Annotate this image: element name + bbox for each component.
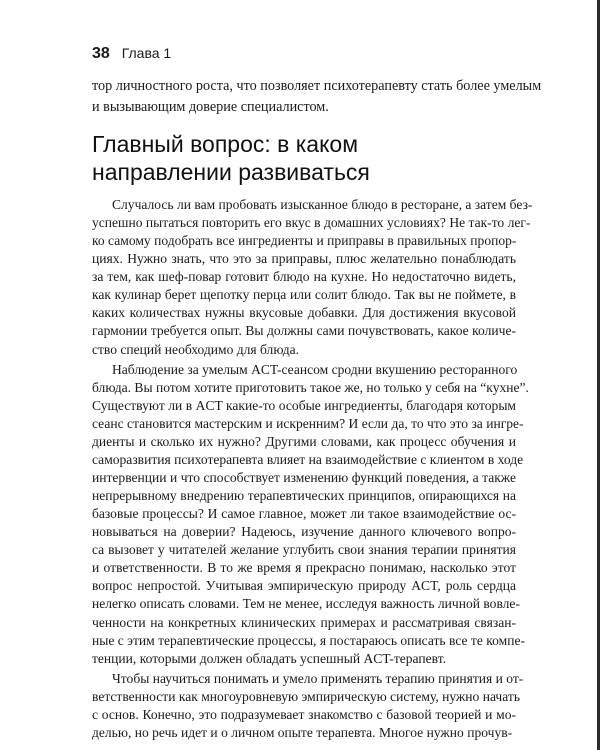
text-line: блюда. Вы потом хотите приготовить такое же, но только у себя на “кухне”. <box>92 380 529 395</box>
text-line: за тем, как шеф-повар готовит блюдо на кухне. Но недостаточно видеть, <box>92 269 516 284</box>
text-line: с основ. Конечно, это подразумевает знакомство с базовой теорией и мо- <box>92 707 516 722</box>
text-line: ченности на конкретных клинических примерах и рассматривая связан- <box>92 615 516 630</box>
text-line: саморазвития психотерапевта влияет на взаимодействие с клиентом в ходе <box>92 452 524 467</box>
text-line: делью, но речь идет и о личном опыте терапевта. Многое нужно прочув- <box>92 725 513 740</box>
text-line: Существуют ли в ACT какие-то особые ингредиенты, благодаря которым <box>92 398 516 413</box>
text-line: новываться на доверии? Надеюсь, изучение данного ключевого вопро- <box>92 524 516 539</box>
chapter-title: Глава 1 <box>121 45 172 61</box>
text-line: нелегко описать словами. Тем не менее, исследуя важность личной вовле- <box>92 596 520 611</box>
text-line: и ответственности. В то же время я прекрасно понимаю, насколько этот <box>92 560 516 575</box>
text-line: сеанс становится мастерским и искренним? И если да, то что это за ингре- <box>92 416 524 431</box>
text-line: и вызывающим доверие специалистом. <box>92 99 329 115</box>
text-line: ветственности как многоуровневую эмпирическую систему, нужно начать <box>92 689 520 704</box>
text-line: са вызовет у читателей желание углубить свои знания терапии принятия <box>92 542 516 557</box>
text-line: каких количествах нужны вкусовые добавки. Для достижения вкусовой <box>92 305 516 320</box>
text-line: как кулинар берет щепотку перца или солит блюдо. Так вы не поймете, в <box>92 287 516 302</box>
text-line: тенции, которыми должен обладать успешный ACT-терапевт. <box>92 651 446 666</box>
text-line: Наблюдение за умелым ACT-сеансом сродни вкушению ресторанного <box>112 362 518 377</box>
text-line: ко самому подобрать все ингредиенты и приправы в правильных пропор- <box>92 233 517 248</box>
text-line: ные с этим терапевтические процессы, я постараюсь описать все те компе- <box>92 633 525 648</box>
section-heading-line: направлении развиваться <box>92 159 370 185</box>
text-line: гармонии требуется опыт. Вы должны сами почувствовать, какое количе- <box>92 323 516 338</box>
text-line: Чтобы научиться понимать и умело применять терапию принятия и от- <box>112 671 524 686</box>
text-line: успешно пытаться повторить его вкус в домашних условиях? Не так-то лег- <box>92 215 531 230</box>
text-line: диенты и сколько их нужно? Другими словами, как процесс обучения и <box>92 434 516 449</box>
text-line: ство специй необходимо для блюда. <box>92 342 300 357</box>
page-number: 38 <box>92 45 110 62</box>
text-line: базовые процессы? И самое главное, может ли такое взаимодействие ос- <box>92 506 516 521</box>
section-heading-line: Главный вопрос: в каком <box>92 131 359 157</box>
text-line: интервенции и что способствует изменению функций поведения, а также <box>92 470 516 485</box>
text-line: непрерывному внедрению терапевтических принципов, опирающихся на <box>92 488 516 503</box>
running-header <box>92 44 171 63</box>
text-line: циях. Нужно знать, что это за приправы, плюс желательно понаблюдать <box>92 251 516 266</box>
text-line: вопрос непростой. Учитывая эмпирическую природу ACT, роль сердца <box>92 578 516 593</box>
text-line: тор личностного роста, что позволяет психотерапевту стать более умелым <box>92 78 542 94</box>
text-line: Случалось ли вам пробовать изысканное блюдо в ресторане, а затем без- <box>112 197 533 212</box>
